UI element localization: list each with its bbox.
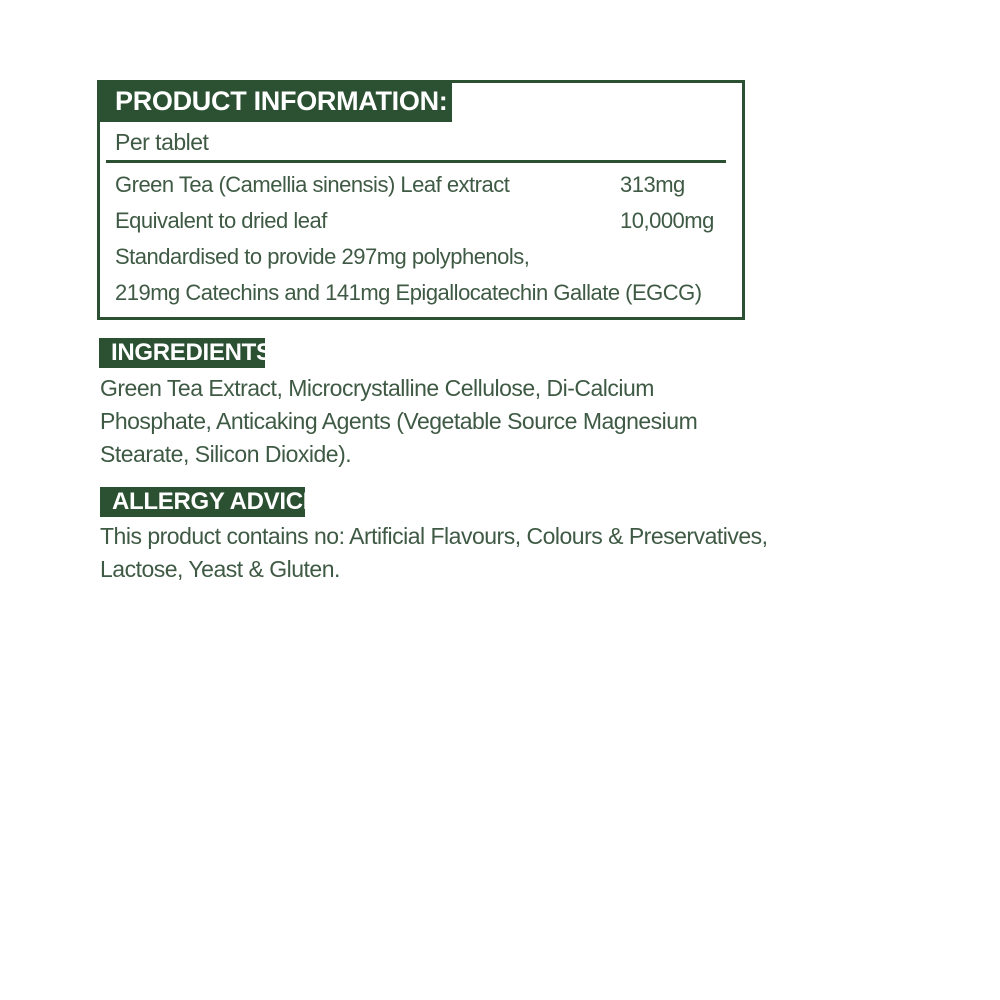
- divider-line: [106, 160, 726, 163]
- ingredients-text: [100, 372, 697, 471]
- nutrition-table: [115, 167, 733, 311]
- nutrient-amount: 313mg: [620, 172, 685, 197]
- allergy-advice-line: Lactose, Yeast & Gluten.: [100, 556, 340, 582]
- ingredients-header: INGREDIENTS:: [99, 338, 265, 368]
- nutrient-amount: 10,000mg: [620, 208, 714, 233]
- standardisation-note-line: 219mg Catechins and 141mg Epigallocatechin Gallate (EGCG): [115, 280, 702, 305]
- ingredients-line: Phosphate, Anticaking Agents (Vegetable Source Magnesium: [100, 408, 698, 434]
- allergy-advice-line: This product contains no: Artificial Flavours, Colours & Preservatives,: [100, 523, 768, 549]
- allergy-advice-header: ALLERGY ADVICE:: [100, 487, 305, 517]
- product-information-header: PRODUCT INFORMATION:: [97, 80, 452, 122]
- ingredients-line: Stearate, Silicon Dioxide).: [100, 441, 352, 467]
- nutrient-name: Equivalent to dried leaf: [115, 208, 327, 233]
- nutrient-name: Green Tea (Camellia sinensis) Leaf extract: [115, 172, 510, 197]
- standardisation-note-line: Standardised to provide 297mg polyphenols,: [115, 244, 530, 269]
- ingredients-line: Green Tea Extract, Microcrystalline Cellulose, Di-Calcium: [100, 375, 654, 401]
- allergy-advice-text: [100, 520, 768, 586]
- table-row: [115, 167, 733, 203]
- table-row: [115, 203, 733, 239]
- serving-basis-label: Per tablet: [115, 129, 209, 155]
- product-information-panel: [97, 80, 745, 320]
